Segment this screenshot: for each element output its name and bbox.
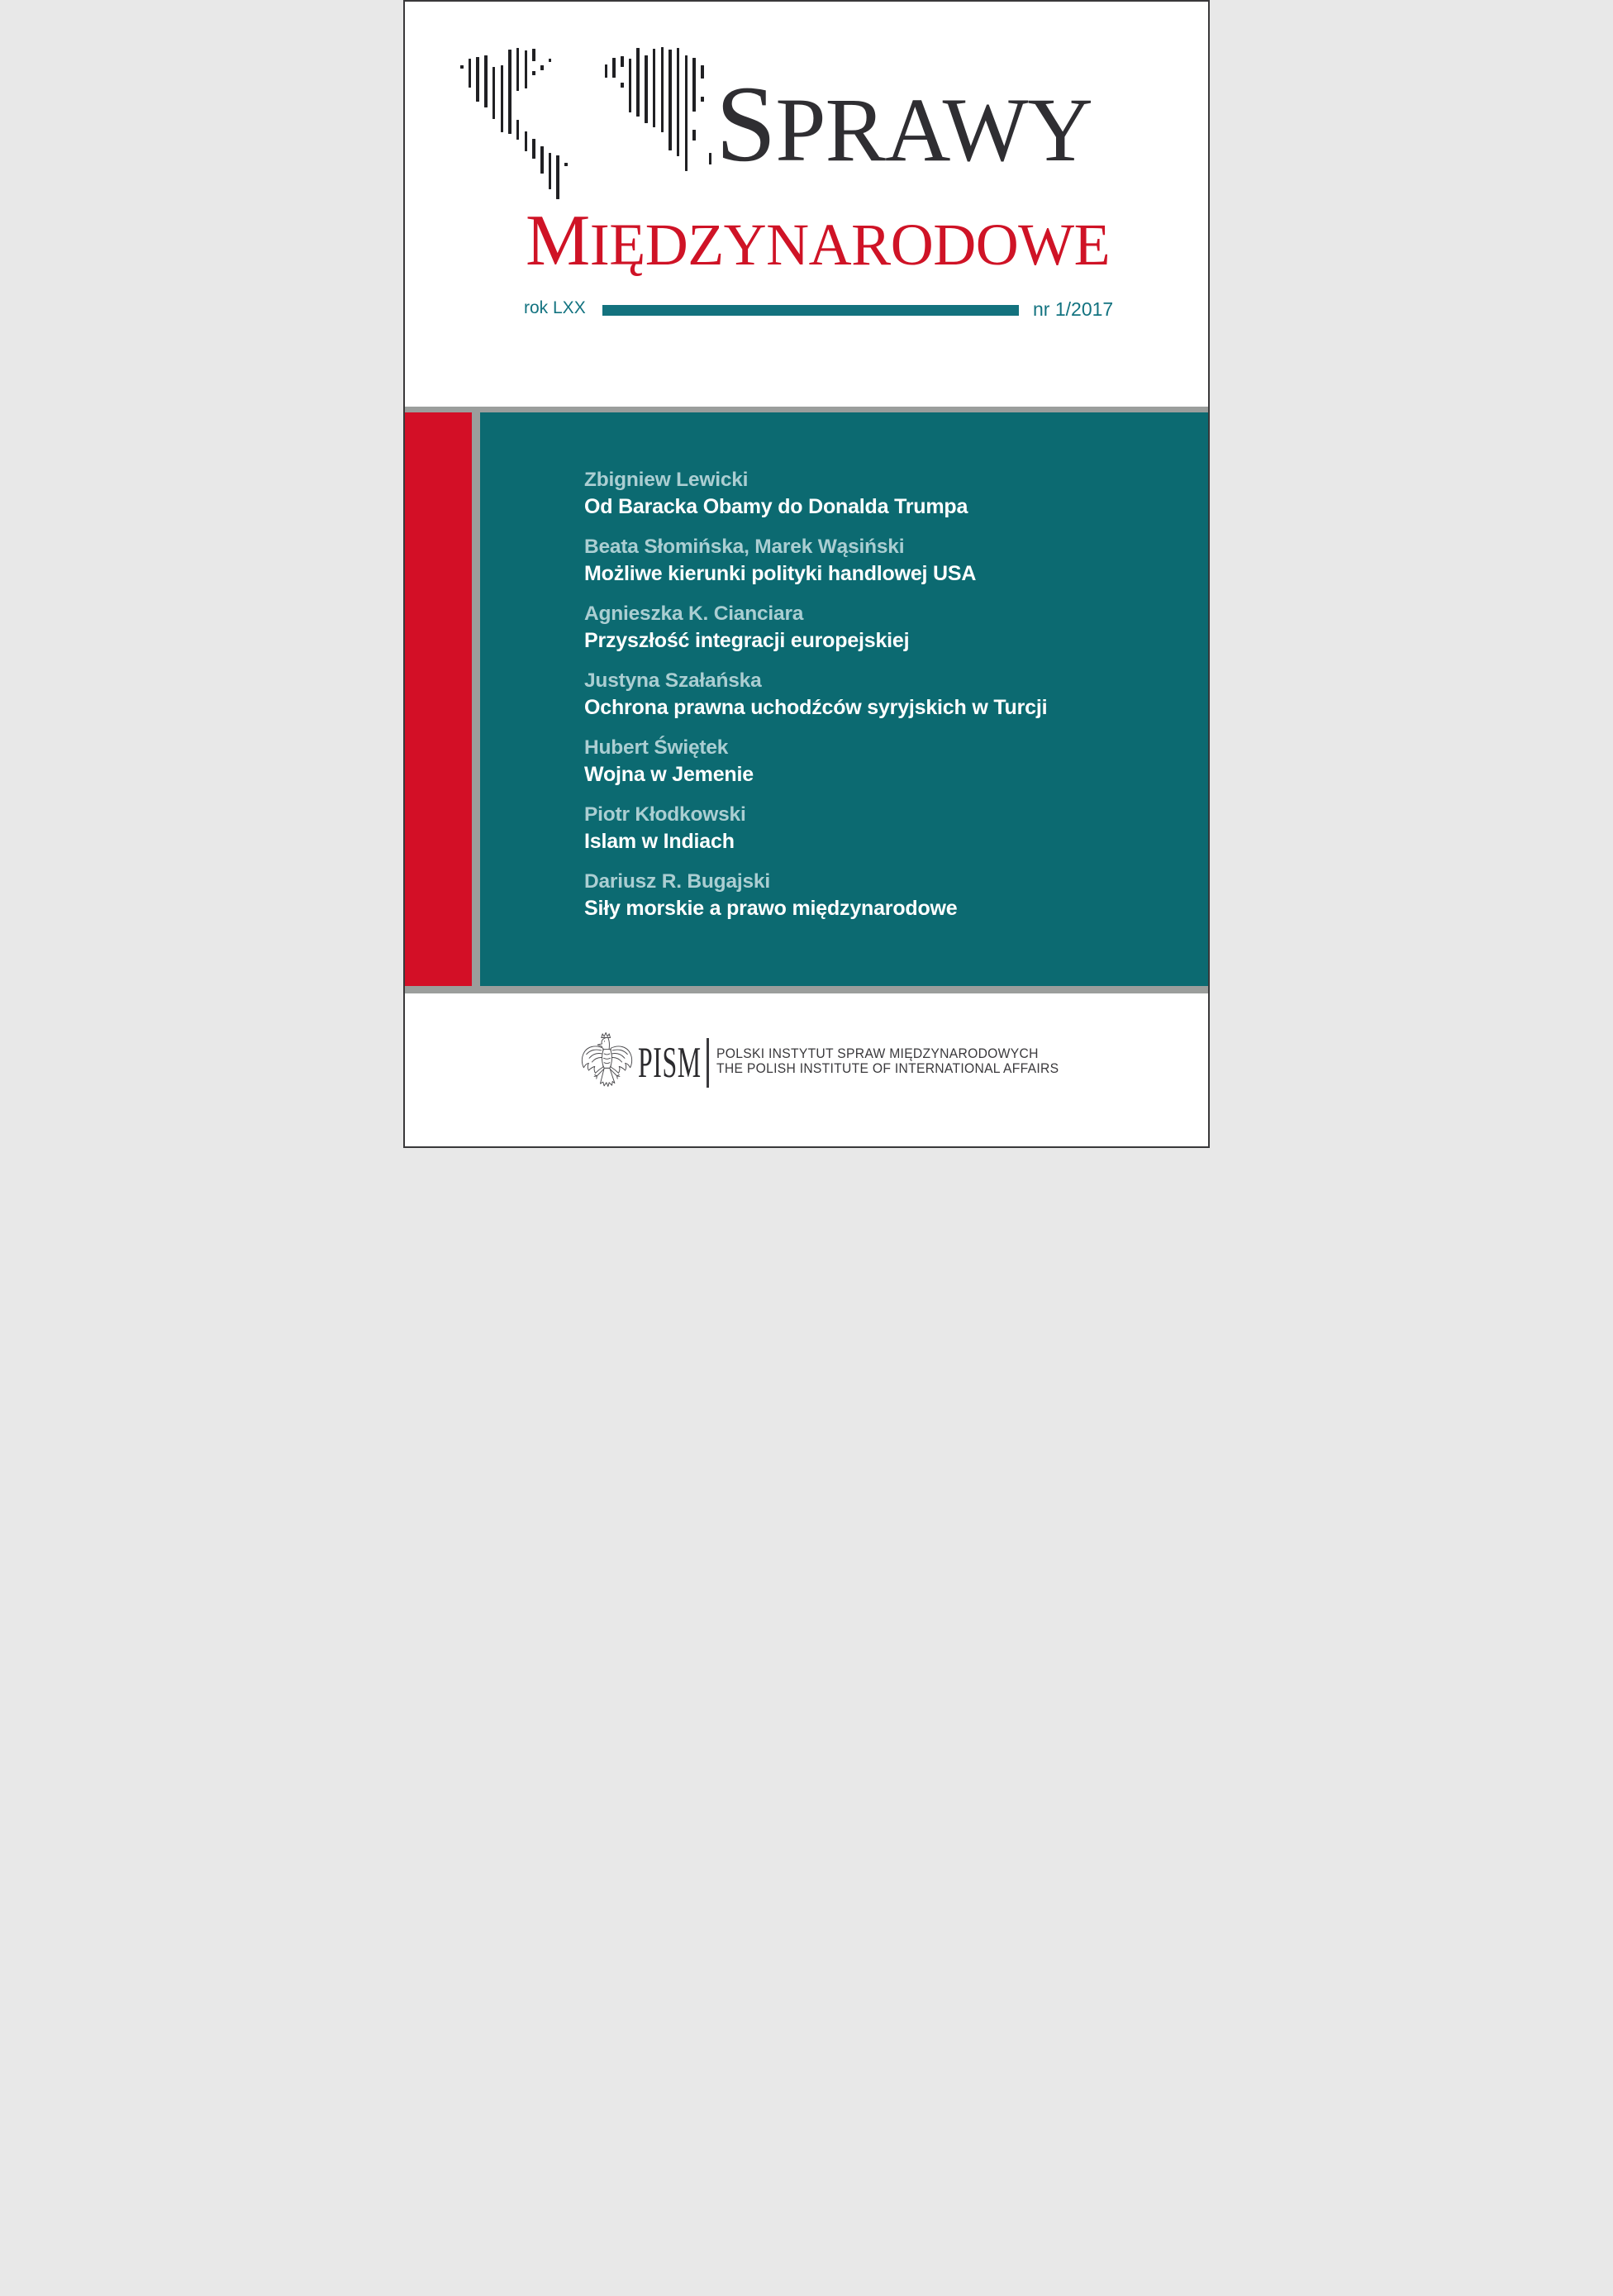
article-list	[584, 467, 1047, 936]
article-item	[584, 467, 1047, 521]
title-rest: PRAWY	[775, 79, 1092, 180]
map-dash	[469, 59, 472, 88]
red-stripe	[405, 412, 472, 986]
map-dash	[476, 57, 479, 102]
article-item	[584, 534, 1047, 588]
map-dash	[692, 130, 696, 141]
map-dash	[525, 131, 528, 151]
volume-label: rok LXX	[524, 298, 586, 317]
logo-divider	[707, 1038, 709, 1088]
map-dash	[669, 50, 672, 150]
article-item	[584, 668, 1047, 722]
map-dash	[701, 97, 704, 102]
map-dash	[525, 50, 528, 88]
contents-panel	[480, 412, 1208, 986]
map-dash	[516, 120, 520, 140]
map-dash	[677, 48, 680, 156]
article-title: Od Baracka Obamy do Donalda Trumpa	[584, 495, 968, 518]
map-dash	[532, 71, 535, 74]
map-dash	[701, 65, 704, 79]
map-dash	[564, 163, 568, 166]
map-dash	[605, 64, 608, 78]
map-dash	[612, 58, 616, 78]
article-author: Justyna Szałańska	[584, 669, 762, 692]
publisher-logo-row	[405, 1029, 1210, 1128]
map-dash	[692, 58, 696, 112]
map-dash	[709, 153, 712, 164]
institute-name-en: THE POLISH INSTITUTE OF INTERNATIONAL AFFAIRS	[716, 1061, 1059, 1076]
map-dash	[532, 49, 535, 61]
map-dash	[629, 59, 632, 112]
title-rest: IĘDZYNARODOWE	[589, 212, 1111, 278]
map-dash	[501, 65, 504, 133]
article-author: Agnieszka K. Cianciara	[584, 603, 804, 625]
map-dash	[492, 67, 496, 119]
journal-cover	[403, 0, 1210, 1148]
article-author: Piotr Kłodkowski	[584, 803, 746, 826]
map-dash	[621, 83, 624, 88]
journal-title-line-1	[716, 63, 1092, 212]
map-dash	[685, 55, 688, 172]
polish-eagle-icon	[579, 1031, 635, 1093]
map-dash	[540, 146, 544, 174]
map-dash	[508, 50, 511, 134]
article-item	[584, 735, 1047, 788]
map-dash	[621, 56, 624, 67]
map-dash	[645, 55, 648, 124]
map-dash	[653, 49, 656, 127]
journal-title-line-2	[526, 201, 1111, 298]
article-author: Zbigniew Lewicki	[584, 469, 749, 491]
article-author: Hubert Świętek	[584, 736, 729, 759]
contents-band	[405, 407, 1208, 993]
institute-name	[716, 1046, 1059, 1076]
article-title: Przyszłość integracji europejskiej	[584, 629, 910, 652]
map-dash	[636, 48, 640, 117]
title-initial: M	[526, 201, 590, 281]
article-title: Wojna w Jemenie	[584, 763, 754, 786]
map-dash	[549, 59, 552, 62]
map-dash	[532, 139, 535, 159]
article-author: Beata Słomińska, Marek Wąsiński	[584, 536, 905, 558]
map-dash	[556, 155, 559, 198]
map-dash	[484, 55, 488, 107]
title-initial: S	[716, 63, 776, 184]
institute-name-pl: POLSKI INSTYTUT SPRAW MIĘDZYNARODOWYCH	[716, 1046, 1039, 1061]
article-item	[584, 802, 1047, 855]
issue-label: nr 1/2017	[1033, 298, 1114, 320]
article-author: Dariusz R. Bugajski	[584, 870, 770, 893]
map-dash	[549, 153, 552, 189]
article-item	[584, 601, 1047, 655]
map-dash	[540, 65, 544, 70]
pism-wordmark: PISM	[638, 1039, 702, 1087]
teal-rule	[602, 305, 1019, 316]
article-title: Możliwe kierunki polityki handlowej USA	[584, 562, 977, 585]
map-dash	[460, 65, 464, 69]
article-item	[584, 869, 1047, 922]
dotted-world-map-icon	[459, 49, 740, 208]
article-title: Ochrona prawna uchodźców syryjskich w Turcji	[584, 696, 1048, 719]
article-title: Islam w Indiach	[584, 830, 735, 853]
map-dash	[516, 48, 520, 91]
article-title: Siły morskie a prawo międzynarodowe	[584, 897, 958, 920]
map-dash	[661, 47, 664, 132]
